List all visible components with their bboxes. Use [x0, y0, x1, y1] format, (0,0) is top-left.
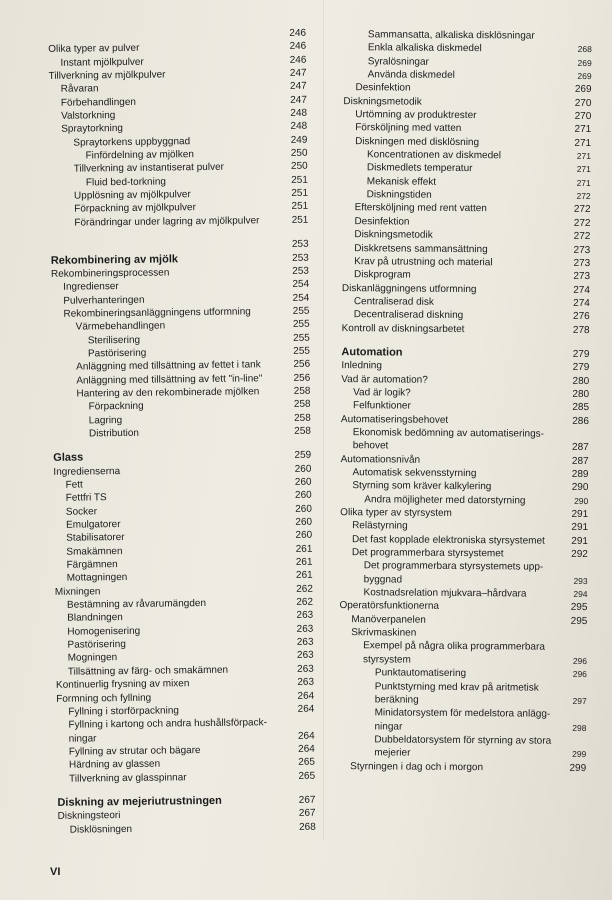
toc-page-number: 271 [576, 151, 592, 162]
toc-page-number: 265 [298, 770, 316, 782]
toc-entry-title: Manöverpanelen [351, 613, 426, 626]
toc-page-number: 264 [297, 690, 315, 702]
toc-entry-title: Diskmedlets temperatur [366, 162, 473, 175]
toc-entry[interactable] [332, 322, 590, 337]
toc-page-number: 269 [574, 84, 592, 96]
toc-page-number: 287 [571, 442, 589, 454]
toc-page-number: 287 [571, 455, 589, 467]
toc-page-number: 267 [298, 807, 316, 820]
toc-entry-title: Emulgatorer [65, 519, 121, 531]
toc-entry-title: Homogenisering [67, 625, 141, 638]
toc-page-number: 273 [573, 257, 591, 269]
toc-page-number: 255 [292, 318, 310, 331]
toc-page-number: 279 [572, 362, 590, 374]
toc-page-number: 253 [291, 238, 309, 251]
toc-entry-title: Sammansatta, alkaliska disklösningar [367, 29, 535, 42]
toc-entry-title: styrsystem [362, 654, 411, 666]
toc-page-number: 297 [572, 695, 587, 706]
toc-entry-title: Förpackning av mjölkpulver [74, 202, 196, 216]
toc-page-number: 271 [576, 164, 591, 175]
toc-page-number: 268 [577, 44, 592, 55]
toc-page-number: 295 [570, 602, 588, 614]
toc-page-number: 251 [291, 174, 308, 186]
toc-page-number: 270 [574, 97, 592, 109]
toc-entry-title: Spraytorkens uppbyggnad [73, 135, 191, 149]
toc-entry-title: byggnad [363, 574, 403, 586]
toc-entry-title: Skrivmaskinen [351, 627, 417, 639]
toc-entry-title: Diskkretsens sammansättning [354, 242, 488, 255]
toc-page-number: 299 [569, 762, 587, 774]
toc-page-number: 290 [574, 495, 589, 506]
toc-page-number: 268 [299, 821, 316, 833]
toc-entry-title: Bestämning av råvarumängden [66, 598, 207, 611]
toc-page-number: 254 [292, 292, 310, 304]
toc-entry-title: Tillverkning av mjölkpulver [48, 69, 166, 82]
toc-page-number: 261 [295, 556, 313, 568]
toc-page-number: 272 [573, 231, 591, 243]
toc-entry-title: Upplösning av mjölkpulver [73, 189, 191, 202]
toc-entry-title: Centraliserad disk [353, 296, 434, 308]
toc-page-number: 264 [297, 730, 315, 742]
toc-entry-title: Syralösningar [367, 55, 429, 68]
toc-entry-title: Operatörsfunktionerna [339, 600, 440, 613]
toc-page-number: 264 [298, 743, 315, 755]
toc-entry-title: Rekombineringsprocessen [50, 267, 170, 280]
toc-entry-title: Krav på utrustning och material [354, 256, 493, 269]
toc-right-column [328, 28, 592, 775]
toc-page-number: 253 [292, 265, 310, 277]
toc-entry-title: Mottagningen [66, 572, 128, 585]
toc-entry-title: Automation [341, 345, 403, 359]
toc-page-number: 258 [293, 385, 311, 397]
toc-page-number: 291 [571, 508, 589, 521]
toc-entry-title: ningar [374, 720, 403, 733]
toc-page-number: 286 [572, 415, 589, 427]
toc-entry[interactable] [328, 760, 586, 775]
toc-page-number: 256 [293, 358, 311, 371]
toc-entry-title: Tillsättning av färg- och smakämnen [67, 664, 229, 678]
toc-page-number: 246 [289, 27, 307, 39]
toc-page-number: 265 [298, 756, 316, 769]
toc-page-number: 291 [571, 522, 589, 534]
toc-entry-title: Anläggning med tillsättning av fettet i tank [76, 359, 261, 373]
toc-page-number: 260 [295, 530, 313, 542]
toc-entry-title: Enkla alkaliska diskmedel [367, 42, 482, 55]
toc-entry-title: Smakämnen [66, 545, 123, 558]
toc-entry-title: Mekanisk effekt [366, 176, 437, 188]
toc-entry-title: Härdning av glassen [68, 758, 161, 771]
toc-left-column [38, 27, 316, 837]
toc-page-number: 253 [292, 252, 309, 264]
toc-page-number: 250 [290, 161, 308, 173]
toc-page-number: 251 [291, 201, 309, 213]
toc-page-number: 260 [295, 503, 312, 515]
toc-entry-title: Olika typer av pulver [48, 43, 140, 56]
toc-page-number: 271 [574, 137, 592, 149]
toc-page-number: 264 [297, 703, 315, 715]
toc-entry-title: Förpackning [88, 401, 144, 413]
toc-entry-title: Olika typer av styrsystem [340, 507, 452, 519]
toc-entry-title: Felfunktioner [352, 400, 411, 412]
toc-entry-title: Dubbeldatorsystem för styrning av stora [374, 734, 552, 747]
toc-page-number: 248 [290, 121, 308, 133]
toc-page-number: 291 [571, 535, 589, 547]
toc-entry-title: Disklösningen [69, 823, 133, 836]
toc-page-number: 263 [296, 610, 314, 622]
toc-page-number: 263 [297, 676, 315, 689]
toc-entry-title: Det programmerbara styrsystemets upp- [363, 560, 544, 574]
toc-entry-title: Tillverkning av instantiserat pulver [73, 162, 225, 176]
toc-page-number: 271 [574, 124, 592, 136]
toc-page-number: 263 [296, 623, 314, 635]
toc-entry-title: Decentraliserad diskning [353, 309, 464, 322]
toc-page-number: 258 [293, 398, 311, 411]
toc-entry-title: Förändringar under lagring av mjölkpulver [74, 215, 260, 229]
toc-page-number: 261 [295, 543, 313, 555]
toc-page-number: 255 [293, 332, 310, 344]
toc-entry-title: Diskningsmetodik [343, 95, 422, 108]
toc-page-number: 255 [293, 345, 311, 357]
toc-page-number: 290 [571, 482, 589, 494]
toc-entry-title: Kostnadsrelation mjukvara–hårdvara [363, 587, 527, 600]
toc-page-number: 269 [577, 57, 592, 68]
toc-entry-title: Glass [53, 451, 84, 465]
toc-page-number: 270 [574, 110, 592, 123]
toc-entry-title: Spraytorkning [61, 123, 123, 136]
toc-page-number: 255 [292, 305, 310, 317]
toc-entry-title: Automatiseringsbehovet [340, 413, 449, 426]
toc-page-number: 248 [290, 107, 308, 119]
toc-entry-title: Sterilisering [87, 334, 141, 346]
toc-entry-title: Formning och fyllning [56, 692, 152, 705]
toc-entry-title: Vad är logik? [353, 387, 411, 399]
toc-entry-title: Rekombinering av mjölk [50, 252, 179, 267]
toc-page-number: 298 [572, 722, 587, 733]
toc-page-number: 294 [573, 588, 588, 600]
toc-page-number: 293 [573, 575, 588, 586]
toc-entry-title: Finfördelning av mjölken [85, 149, 194, 162]
toc-entry-title: Desinfektion [354, 215, 410, 228]
toc-entry-title: Fett [65, 479, 83, 491]
toc-page-number: 263 [296, 650, 314, 662]
toc-page-number: 263 [296, 636, 314, 649]
toc-entry-title: ningar [68, 732, 97, 745]
toc-page-number: 262 [296, 583, 313, 595]
toc-page-number: 272 [573, 217, 591, 229]
toc-page-number: 279 [572, 348, 590, 360]
toc-entry-title: Fyllning av strutar och bägare [68, 744, 201, 758]
toc-entry-title: Värmebehandlingen [75, 320, 166, 333]
toc-entry-title: Blandningen [67, 612, 123, 625]
toc-page-number: 251 [291, 187, 309, 200]
toc-entry-title: Förbehandlingen [60, 96, 137, 109]
toc-page-number: 267 [298, 794, 316, 806]
toc-page-number: 260 [294, 476, 312, 488]
toc-page-number: 273 [573, 271, 591, 283]
toc-page-number: 251 [291, 214, 309, 226]
toc-entry-title: Valstorkning [60, 110, 116, 122]
toc-entry-title: Pastörisering [87, 347, 147, 360]
toc-entry-title: Diskanläggningens utformning [341, 282, 477, 295]
toc-page-number: 299 [572, 749, 587, 760]
toc-page-number: 280 [572, 388, 590, 400]
toc-page-number: 246 [289, 41, 307, 53]
toc-page-number: 256 [293, 372, 311, 384]
toc-entry-title: behovet [352, 440, 389, 452]
toc-entry-title: Diskningsmetodik [354, 229, 433, 241]
toc-entry-title: Diskningstiden [366, 189, 432, 201]
toc-entry-title: Relästyrning [352, 520, 408, 532]
toc-entry-title: mejerier [374, 747, 411, 759]
toc-entry-title: Använda diskmedel [367, 69, 455, 81]
toc-entry-title: Pastörisering [67, 639, 126, 651]
toc-page-number: 258 [294, 425, 311, 437]
toc-entry-title: Urtömning av produktrester [355, 109, 477, 122]
toc-entry-title: Rekombineringsanläggningens utformning [63, 306, 251, 320]
toc-page-number: 262 [296, 596, 314, 608]
toc-entry-title: Diskningen med disklösning [355, 135, 480, 148]
toc-entry-title: Det fast kopplade elektroniska styrsystemet [351, 533, 545, 547]
toc-entry-title: Automationsnivån [340, 453, 421, 466]
column-divider [323, 0, 324, 840]
toc-entry-title: Ingredienser [63, 281, 119, 293]
toc-entry-title: Diskningsteori [57, 810, 121, 823]
toc-entry-title: Kontinuerlig frysning av mixen [55, 678, 190, 691]
toc-entry-title: Styrning som kräver kalkylering [352, 480, 492, 493]
toc-entry-title: Automatisk sekvensstyrning [352, 467, 477, 480]
toc-page-number: 260 [294, 490, 312, 502]
toc-entry-title: beräkning [374, 694, 419, 706]
page-folio: VI [50, 866, 61, 878]
toc-page-number: 258 [294, 412, 311, 424]
toc-entry-title: Mixningen [54, 586, 101, 598]
toc-entry-title: Tillverkning av glasspinnar [69, 771, 187, 785]
toc-entry-title: Minidatorsystem för medelstora anlägg- [374, 707, 551, 720]
toc-entry-title: Diskning av mejeriutrustningen [57, 794, 222, 809]
toc-page-number: 296 [572, 669, 587, 680]
toc-entry-title: Fluid bed-torkning [85, 176, 166, 189]
toc-page-number: 274 [573, 284, 590, 296]
toc-entry-title: Lagring [88, 414, 123, 427]
toc-entry-title: Hantering av den rekombinerade mjölken [76, 386, 260, 400]
toc-page-number: 261 [295, 570, 313, 582]
toc-page-number: 285 [572, 402, 590, 414]
toc-entry-title: Exempel på några olika programmerbara [363, 640, 545, 654]
toc-entry-title: Eftersköljning med rent vatten [354, 202, 487, 215]
toc-entry-title: Andra möjligheter med datorstyrning [364, 493, 526, 507]
toc-page-number: 260 [294, 463, 312, 475]
toc-entry-title: Fyllning i storförpackning [68, 705, 180, 718]
toc-entry-title: Punktstyrning med krav på aritmetisk [374, 680, 539, 694]
toc-page-number: 247 [289, 67, 307, 79]
toc-entry-title: Försköljning med vatten [355, 122, 462, 135]
toc-page-number: 263 [297, 663, 314, 675]
toc-entry-title: Diskprogram [354, 269, 411, 281]
toc-page-number: 247 [289, 81, 307, 93]
toc-entry-title: Kontroll av diskningsarbetet [341, 322, 465, 335]
toc-entry-title: Fyllning i kartong och andra hushållsförpack- [68, 717, 267, 731]
toc-entry-title: Mogningen [67, 652, 118, 665]
toc-page-number: 250 [290, 147, 308, 160]
toc-page-number: 273 [573, 244, 591, 256]
toc-page-number: 272 [573, 204, 591, 216]
toc-entry-title: Socker [65, 506, 98, 518]
toc-page-number: 295 [570, 615, 588, 627]
toc-entry-title: Råvaran [60, 83, 99, 96]
toc-page-number: 260 [295, 516, 313, 528]
toc-page-number: 271 [576, 177, 591, 188]
toc-page-number: 280 [572, 375, 590, 387]
toc-entry-title: Färgämnen [66, 559, 118, 571]
toc-entry-title: Ingredienserna [53, 465, 121, 478]
toc-entry-title: Punktautomatisering [374, 667, 467, 680]
toc-entry-title: Desinfektion [355, 82, 411, 94]
toc-entry-title: Vad är automation? [341, 373, 428, 386]
toc-entry[interactable] [48, 820, 316, 837]
toc-page-number: 278 [572, 324, 590, 336]
toc-entry-title: Det programmerbara styrsystemet [351, 547, 504, 560]
toc-entry-title: Stabilisatorer [66, 532, 125, 545]
toc-page-number: 292 [571, 548, 588, 561]
toc-page-number: 296 [572, 655, 588, 666]
toc-entry-title: Inledning [341, 360, 382, 372]
toc-entry-title: Fettfri TS [65, 492, 107, 505]
toc-entry-title: Ekonomisk bedömning av automatiserings- [352, 427, 545, 440]
toc-entry-title: Instant mjölkpulver [60, 56, 144, 69]
toc-page-number: 276 [573, 311, 590, 323]
toc-page-number: 259 [294, 450, 312, 462]
toc-page-number: 272 [576, 191, 591, 202]
toc-entry-title: Pulverhanteringen [63, 294, 145, 307]
toc-page-number: 247 [290, 94, 307, 106]
toc-page-number: 246 [289, 54, 307, 66]
toc-page-number: 254 [292, 278, 310, 291]
toc-page-number: 274 [573, 297, 590, 309]
toc-entry-title: Styrningen i dag och i morgon [350, 760, 484, 773]
toc-entry-title: Koncentrationen av diskmedel [366, 149, 502, 162]
toc-page-number: 269 [577, 70, 592, 82]
toc-page-number: 249 [290, 134, 308, 146]
toc-entry-title: Distribution [88, 427, 140, 440]
toc-page-number: 289 [571, 468, 589, 481]
toc-entry-title: Anläggning med tillsättning av fett "in-line" [76, 372, 263, 387]
